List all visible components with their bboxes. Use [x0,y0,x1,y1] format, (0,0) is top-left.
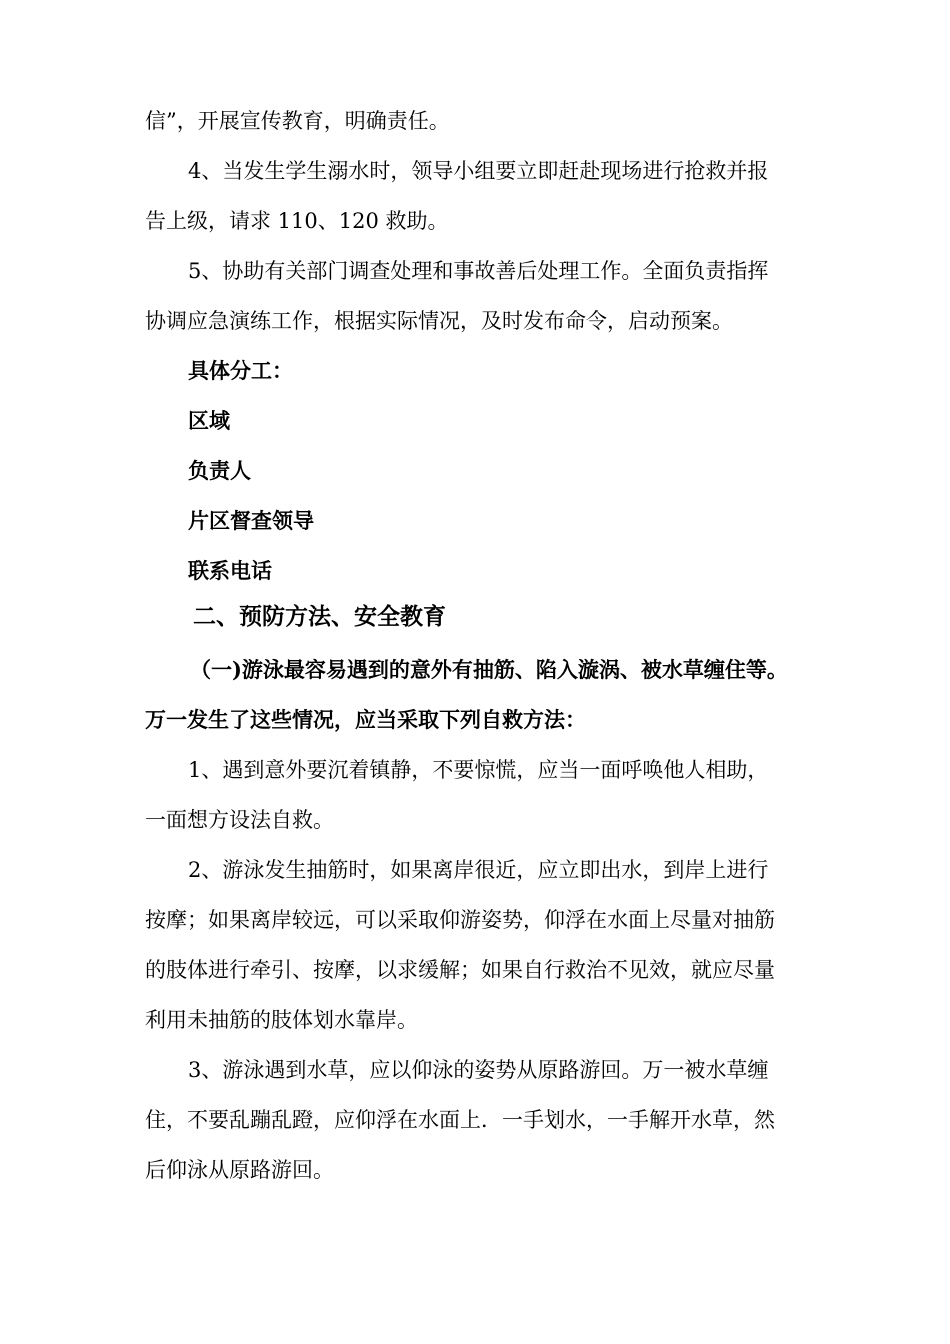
paragraph-line: 的肢体进行牵引、按摩，以求缓解；如果自行救治不见效，就应尽量 [145,958,775,982]
paragraph-line: 住，不要乱蹦乱蹬，应仰浮在水面上．一手划水，一手解开水草，然 [145,1108,775,1132]
subsection-heading: 万一发生了这些情况，应当采取下列自救方法： [145,707,586,732]
section-label: 区域 [188,408,230,433]
paragraph-line: 后仰泳从原路游回。 [145,1158,334,1182]
section-label: 片区督查领导 [188,508,314,533]
section-label: 联系电话 [188,558,272,583]
paragraph-line: 告上级，请求 110、120 救助。 [145,209,449,233]
paragraph-line: 利用未抽筋的肢体划水靠岸。 [145,1008,418,1032]
paragraph-line: 3、游泳遇到水草，应以仰泳的姿势从原路游回。万一被水草缠 [188,1058,769,1082]
paragraph-line: 协调应急演练工作，根据实际情况，及时发布命令，启动预案。 [145,309,733,333]
paragraph-line: 1、遇到意外要沉着镇静，不要惊慌，应当一面呼唤他人相助， [188,758,769,782]
paragraph-line: 4、当发生学生溺水时，领导小组要立即赶赴现场进行抢救并报 [188,159,769,183]
paragraph-line: 信”，开展宣传教育，明确责任。 [145,109,450,133]
section-label: 负责人 [188,458,251,483]
paragraph-line: 5、协助有关部门调查处理和事故善后处理工作。全面负责指挥 [188,259,769,283]
paragraph-line: 一面想方设法自救。 [145,808,334,832]
paragraph-line: 2、游泳发生抽筋时，如果离岸很近，应立即出水，到岸上进行 [188,858,769,882]
section-label: 具体分工： [188,358,293,383]
subsection-heading: （一)游泳最容易遇到的意外有抽筋、陷入漩涡、被水草缠住等。 [190,657,788,682]
section-heading: 二、预防方法、安全教育 [193,603,446,630]
paragraph-line: 按摩；如果离岸较远，可以采取仰游姿势，仰浮在水面上尽量对抽筋 [145,908,775,932]
